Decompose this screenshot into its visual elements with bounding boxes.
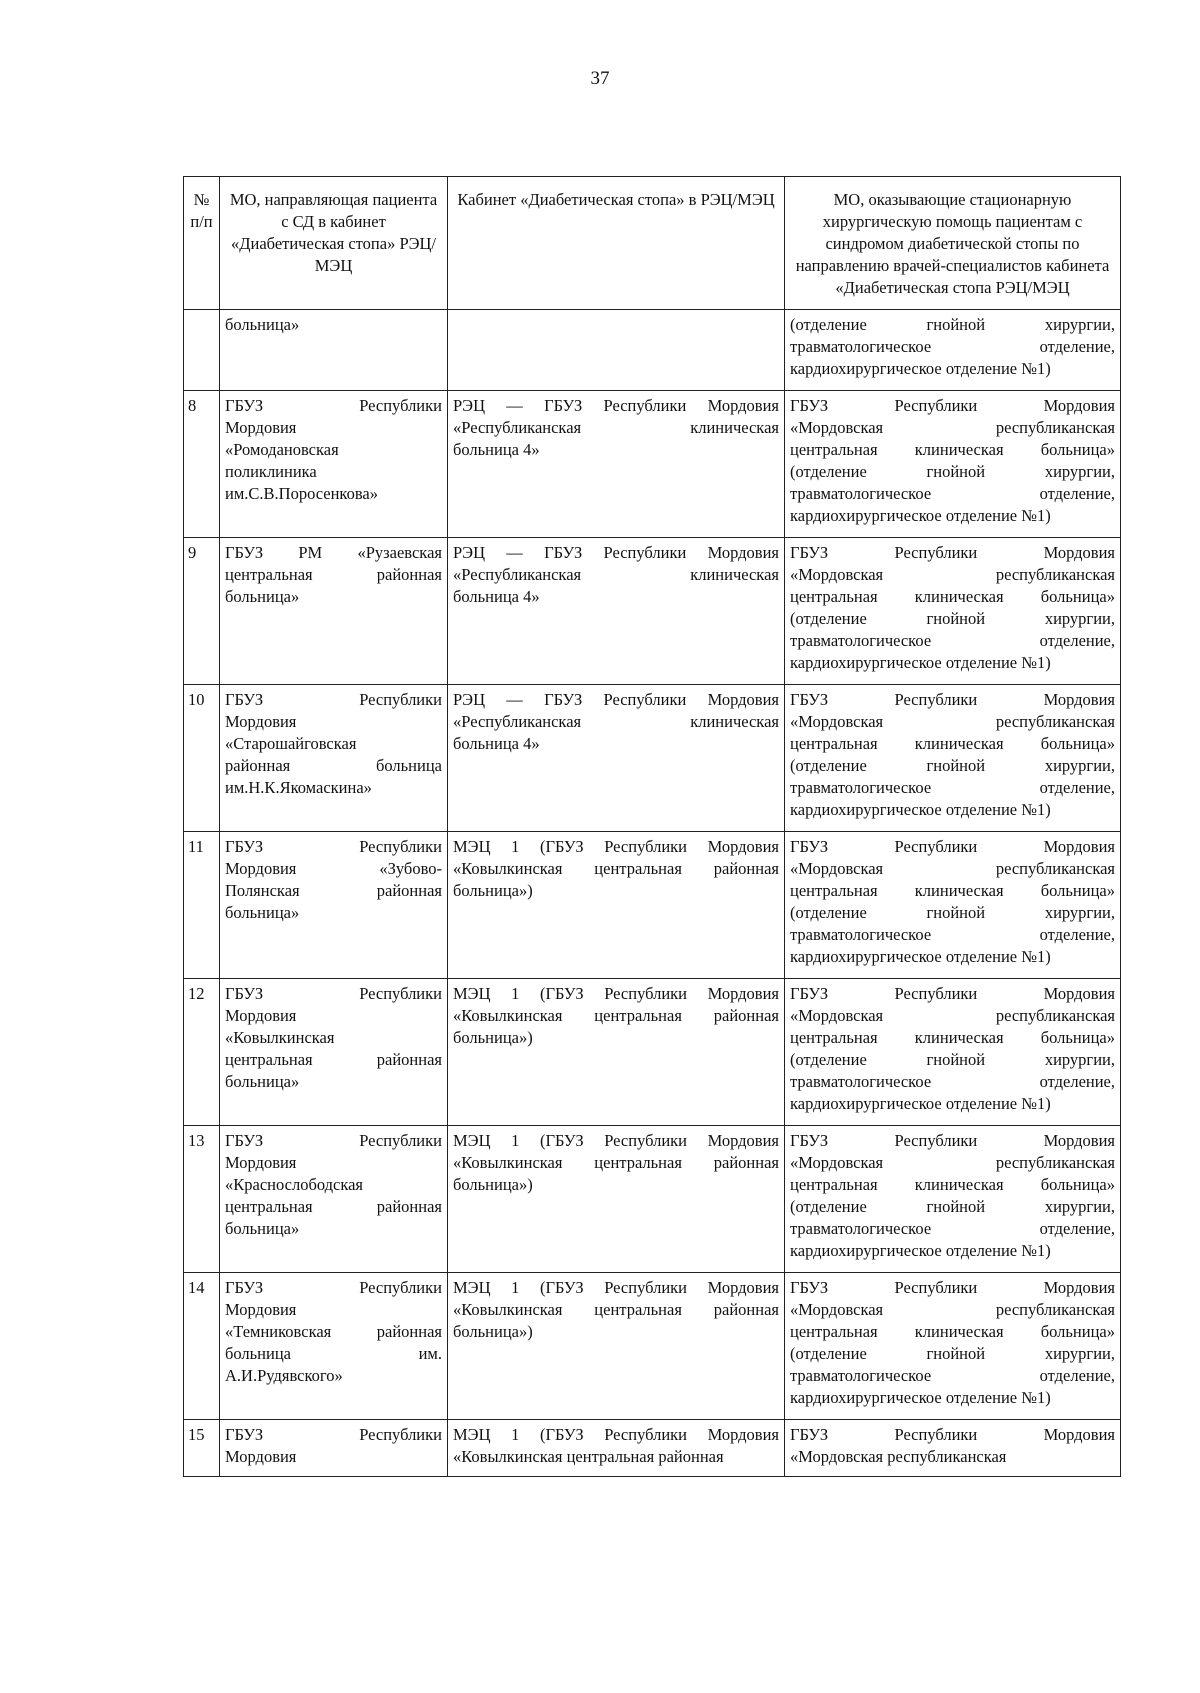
cell-line: ГБУЗ Республики Мордовия xyxy=(790,984,1115,1003)
cell-line: Полянская районная xyxy=(225,881,442,900)
cell-line: ГБУЗ Республики Мордовия xyxy=(790,690,1115,709)
table-row xyxy=(184,538,1121,685)
hospital-cell xyxy=(785,832,1121,979)
table-row xyxy=(184,832,1121,979)
cell-line: травматологическое отделение, xyxy=(790,631,1115,650)
cell-line: травматологическое отделение, xyxy=(790,1072,1115,1091)
referring-mo-cell xyxy=(220,832,448,979)
cell-line: (отделение гнойной хирургии, xyxy=(790,462,1115,481)
cell-line: А.И.Рудявского» xyxy=(225,1366,343,1385)
cell-line: ГБУЗ Республики xyxy=(225,1278,442,1297)
cell-line: травматологическое отделение, xyxy=(790,925,1115,944)
hospital-cell xyxy=(785,685,1121,832)
cell-line: больница 4» xyxy=(453,587,540,606)
cell-line: кардиохирургическое отделение №1) xyxy=(790,1241,1051,1260)
referring-mo-cell xyxy=(220,1420,448,1477)
cell-line: МЭЦ 1 (ГБУЗ Республики Мордовия xyxy=(453,1425,779,1444)
hospital-cell xyxy=(785,310,1121,391)
cell-line: «Мордовская республиканская xyxy=(790,1006,1115,1025)
cell-line: «Ромодановская xyxy=(225,440,339,459)
hospital-cell xyxy=(785,1420,1121,1477)
cell-line: «Республиканская клиническая xyxy=(453,565,779,584)
cell-line: ГБУЗ Республики Мордовия xyxy=(790,1425,1115,1444)
referring-mo-cell xyxy=(220,1273,448,1420)
cell-line: «Ковылкинская центральная районная xyxy=(453,1006,779,1025)
row-number xyxy=(184,310,220,391)
cabinet-cell xyxy=(448,979,785,1126)
cell-line: «Мордовская республиканская xyxy=(790,1300,1115,1319)
cell-line: «Ковылкинская центральная районная xyxy=(453,1153,779,1172)
cell-line: «Мордовская республиканская xyxy=(790,1153,1115,1172)
header-num: № п/п xyxy=(184,177,220,310)
page-number: 37 xyxy=(590,68,610,89)
cell-line: Мордовия xyxy=(225,1300,297,1319)
cabinet-cell xyxy=(448,1420,785,1477)
cell-line: больница 4» xyxy=(453,440,540,459)
header-row xyxy=(184,177,1121,310)
cell-line: «Мордовская республиканская xyxy=(790,859,1115,878)
cell-line: ГБУЗ Республики xyxy=(225,1131,442,1150)
cell-line: больница» xyxy=(225,903,300,922)
cell-line: им.Н.К.Якомаскина» xyxy=(225,778,372,797)
cell-line: «Республиканская клиническая xyxy=(453,418,779,437)
cell-line: больница» xyxy=(225,1072,300,1091)
cabinet-cell xyxy=(448,832,785,979)
cell-line: (отделение гнойной хирургии, xyxy=(790,315,1115,334)
cell-line: больница 4» xyxy=(453,734,540,753)
cell-line: РЭЦ — ГБУЗ Республики Мордовия xyxy=(453,543,779,562)
cell-line: центральная клиническая больница» xyxy=(790,1028,1115,1047)
cell-line: им.С.В.Поросенкова» xyxy=(225,484,378,503)
cell-line: районная больница xyxy=(225,756,442,775)
cell-line: ГБУЗ Республики xyxy=(225,396,442,415)
hospital-cell xyxy=(785,979,1121,1126)
table-row xyxy=(184,310,1121,391)
cell-line: «Ковылкинская центральная районная xyxy=(453,1300,779,1319)
cell-line: кардиохирургическое отделение №1) xyxy=(790,1388,1051,1407)
cell-line: Мордовия xyxy=(225,712,297,731)
cell-line: «Старошайговская xyxy=(225,734,357,753)
cell-line: (отделение гнойной хирургии, xyxy=(790,1344,1115,1363)
referring-mo-cell xyxy=(220,979,448,1126)
cell-line: «Краснослободская xyxy=(225,1175,364,1194)
cell-line: центральная районная xyxy=(225,565,442,584)
cell-line: «Мордовская республиканская xyxy=(790,1447,1007,1466)
cell-line: ГБУЗ Республики Мордовия xyxy=(790,396,1115,415)
table-row xyxy=(184,1273,1121,1420)
cell-line: (отделение гнойной хирургии, xyxy=(790,609,1115,628)
cell-line: травматологическое отделение, xyxy=(790,484,1115,503)
cell-line: РЭЦ — ГБУЗ Республики Мордовия xyxy=(453,396,779,415)
cell-line: больница») xyxy=(453,1028,533,1047)
cell-line: ГБУЗ Республики xyxy=(225,690,442,709)
cell-line: ГБУЗ Республики xyxy=(225,837,442,856)
cell-line: больница им. xyxy=(225,1344,442,1363)
referring-mo-cell xyxy=(220,538,448,685)
cell-line: Мордовия xyxy=(225,1153,297,1172)
cell-line: МЭЦ 1 (ГБУЗ Республики Мордовия xyxy=(453,984,779,1003)
cell-line: «Республиканская клиническая xyxy=(453,712,779,731)
row-number: 10 xyxy=(184,685,220,832)
cell-line: кардиохирургическое отделение №1) xyxy=(790,947,1051,966)
cell-line: «Темниковская районная xyxy=(225,1322,442,1341)
header-cabinet: Кабинет «Диабетическая стопа» в РЭЦ/МЭЦ xyxy=(448,177,785,310)
cell-line: кардиохирургическое отделение №1) xyxy=(790,1094,1051,1113)
referring-mo-cell xyxy=(220,1126,448,1273)
cell-line: «Ковылкинская xyxy=(225,1028,335,1047)
cell-line: больница») xyxy=(453,1175,533,1194)
hospital-cell xyxy=(785,391,1121,538)
cabinet-cell xyxy=(448,310,785,391)
table-row xyxy=(184,685,1121,832)
cell-line: больница») xyxy=(453,881,533,900)
row-number: 11 xyxy=(184,832,220,979)
referring-mo-cell xyxy=(220,310,448,391)
cell-line: травматологическое отделение, xyxy=(790,337,1115,356)
cell-line: центральная клиническая больница» xyxy=(790,440,1115,459)
table-row xyxy=(184,979,1121,1126)
cell-line: ГБУЗ Республики xyxy=(225,1425,442,1444)
row-number: 13 xyxy=(184,1126,220,1273)
cell-line: больница» xyxy=(225,315,300,334)
row-number: 15 xyxy=(184,1420,220,1477)
cell-line: центральная клиническая больница» xyxy=(790,1322,1115,1341)
cell-line: РЭЦ — ГБУЗ Республики Мордовия xyxy=(453,690,779,709)
cell-line: центральная клиническая больница» xyxy=(790,734,1115,753)
cell-line: больница») xyxy=(453,1322,533,1341)
cell-line: «Мордовская республиканская xyxy=(790,565,1115,584)
cell-line: кардиохирургическое отделение №1) xyxy=(790,359,1051,378)
table-body xyxy=(184,310,1121,1477)
cell-line: центральная клиническая больница» xyxy=(790,1175,1115,1194)
cell-line: «Ковылкинская центральная районная xyxy=(453,1447,724,1466)
header-referring-mo: МО, направляющая пациента с СД в кабинет «Диабетическая стопа» РЭЦ/МЭЦ xyxy=(220,177,448,310)
hospital-cell xyxy=(785,538,1121,685)
referring-mo-cell xyxy=(220,391,448,538)
row-number: 14 xyxy=(184,1273,220,1420)
table-row xyxy=(184,391,1121,538)
row-number: 9 xyxy=(184,538,220,685)
cell-line: больница» xyxy=(225,1219,300,1238)
cell-line: Мордовия xyxy=(225,1006,297,1025)
cell-line: травматологическое отделение, xyxy=(790,1219,1115,1238)
cell-line: (отделение гнойной хирургии, xyxy=(790,1197,1115,1216)
cell-line: ГБУЗ Республики Мордовия xyxy=(790,837,1115,856)
cell-line: «Ковылкинская центральная районная xyxy=(453,859,779,878)
hospital-cell xyxy=(785,1273,1121,1420)
cell-line: ГБУЗ РМ «Рузаевская xyxy=(225,543,442,562)
table-row xyxy=(184,1420,1121,1477)
cell-line: поликлиника xyxy=(225,462,317,481)
row-number: 12 xyxy=(184,979,220,1126)
cell-line: кардиохирургическое отделение №1) xyxy=(790,653,1051,672)
cell-line: центральная клиническая больница» xyxy=(790,881,1115,900)
cell-line: ГБУЗ Республики Мордовия xyxy=(790,543,1115,562)
hospital-cell xyxy=(785,1126,1121,1273)
referring-mo-cell xyxy=(220,685,448,832)
cell-line: МЭЦ 1 (ГБУЗ Республики Мордовия xyxy=(453,1278,779,1297)
cabinet-cell xyxy=(448,538,785,685)
cell-line: травматологическое отделение, xyxy=(790,1366,1115,1385)
table-header xyxy=(184,177,1121,310)
cabinet-cell xyxy=(448,1126,785,1273)
referral-table xyxy=(183,176,1121,1477)
cell-line: Мордовия xyxy=(225,1447,297,1466)
cabinet-cell xyxy=(448,1273,785,1420)
cell-line: (отделение гнойной хирургии, xyxy=(790,903,1115,922)
cell-line: МЭЦ 1 (ГБУЗ Республики Мордовия xyxy=(453,837,779,856)
cabinet-cell xyxy=(448,391,785,538)
header-hospital: МО, оказывающие стационарную хирургическую помощь пациентам с синдромом диабетической стопы по направлению врачей-специалистов кабинета «Диабетическая стопа РЭЦ/МЭЦ xyxy=(785,177,1121,310)
table-row xyxy=(184,1126,1121,1273)
cell-line: травматологическое отделение, xyxy=(790,778,1115,797)
cell-line: центральная районная xyxy=(225,1197,442,1216)
cell-line: ГБУЗ Республики Мордовия xyxy=(790,1278,1115,1297)
cell-line: ГБУЗ Республики Мордовия xyxy=(790,1131,1115,1150)
cell-line: «Мордовская республиканская xyxy=(790,418,1115,437)
cell-line: (отделение гнойной хирургии, xyxy=(790,1050,1115,1069)
cell-line: «Мордовская республиканская xyxy=(790,712,1115,731)
cell-line: центральная районная xyxy=(225,1050,442,1069)
cell-line: (отделение гнойной хирургии, xyxy=(790,756,1115,775)
cell-line: Мордовия «Зубово- xyxy=(225,859,442,878)
cell-line: кардиохирургическое отделение №1) xyxy=(790,800,1051,819)
cell-line: Мордовия xyxy=(225,418,297,437)
row-number: 8 xyxy=(184,391,220,538)
cabinet-cell xyxy=(448,685,785,832)
cell-line: центральная клиническая больница» xyxy=(790,587,1115,606)
cell-line: больница» xyxy=(225,587,300,606)
cell-line: ГБУЗ Республики xyxy=(225,984,442,1003)
cell-line: кардиохирургическое отделение №1) xyxy=(790,506,1051,525)
cell-line: МЭЦ 1 (ГБУЗ Республики Мордовия xyxy=(453,1131,779,1150)
